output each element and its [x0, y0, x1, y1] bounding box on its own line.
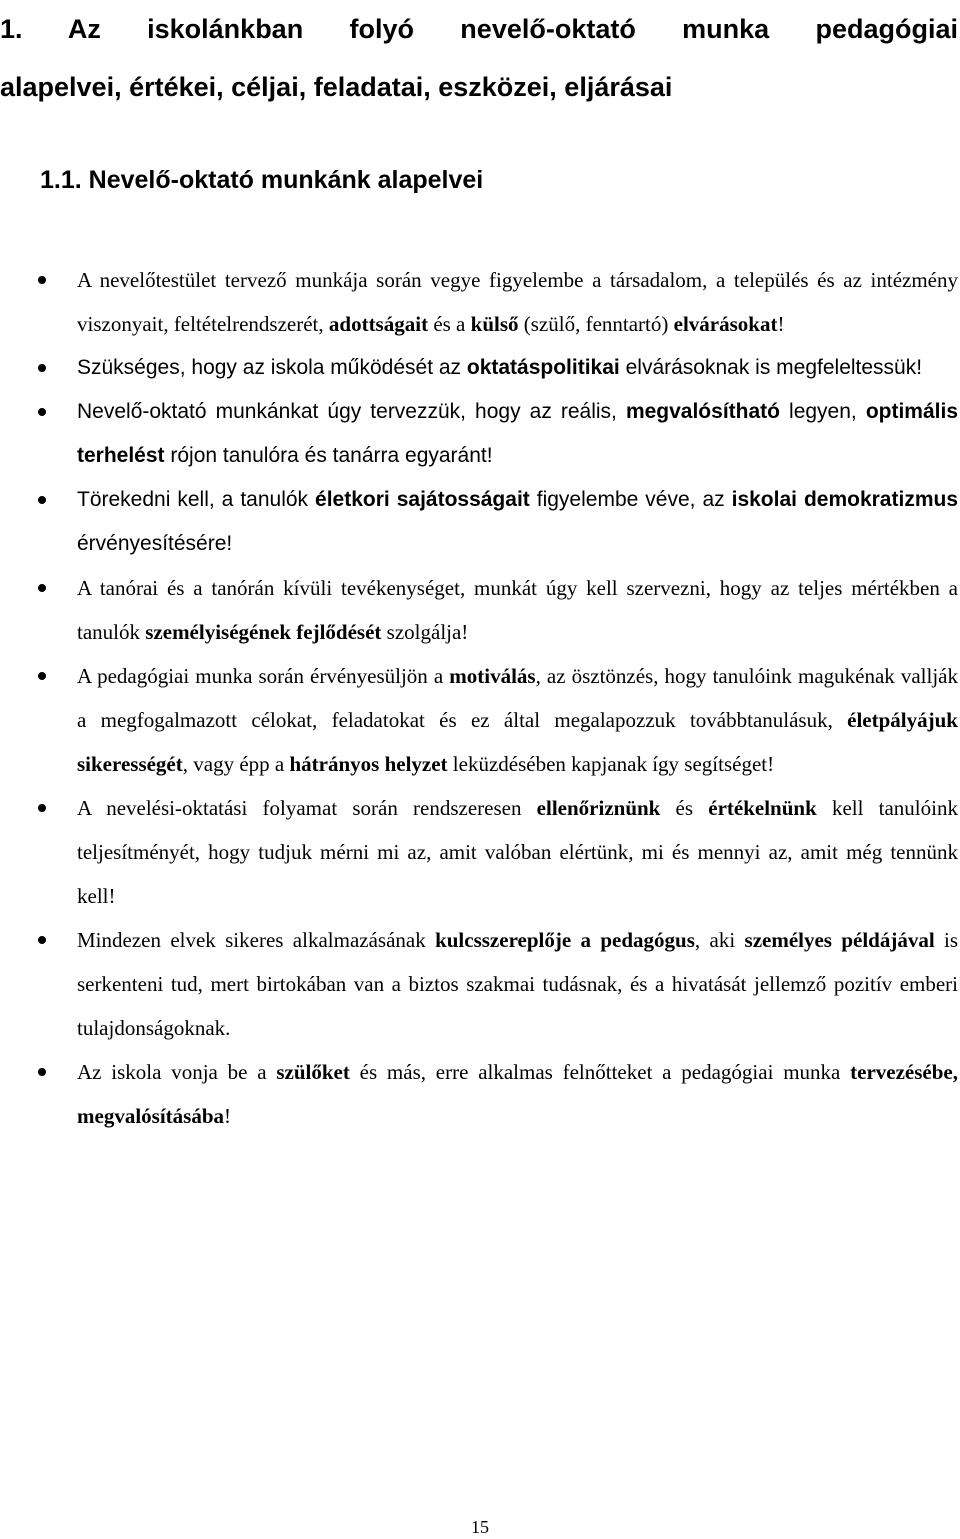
emphasized-text: optimális terhelést: [77, 400, 958, 467]
list-item-text: !: [224, 1104, 231, 1128]
chapter-heading-line-1: 1. Az iskolánkban folyó nevelő-oktató munka pedagógiai: [0, 14, 958, 44]
list-item-text: legyen,: [779, 400, 866, 423]
list-item: [0, 786, 958, 918]
list-item-text: leküzdésében kapjanak így segítséget!: [447, 752, 775, 776]
list-item-text: elvárásoknak is megfeleltessük!: [619, 356, 923, 379]
emphasized-text: tervezésébe, megvalósításába: [77, 1060, 958, 1128]
list-item-text: (szülő, fenntartó): [518, 312, 674, 336]
list-item-text: figyelembe véve, az: [529, 488, 732, 511]
list-item: [0, 478, 958, 566]
emphasized-text: életpályájuk sikerességét: [77, 708, 958, 776]
list-item-text: érvényesítésére!: [77, 532, 233, 555]
emphasized-text: külső: [470, 312, 519, 336]
bullet-icon: [38, 1068, 46, 1076]
list-item-text: Mindezen elvek sikeres alkalmazásának: [77, 928, 436, 952]
list-item-text: kell tanulóink teljesítményét, hogy tudjuk mérni mi az, amit valóban elértünk, mi és mennyi az, amit még tennünk kell!: [77, 796, 958, 908]
list-item-text: A nevelési-oktatási folyamat során rendszeresen: [77, 796, 537, 820]
emphasized-text: ellenőriznünk: [536, 796, 661, 820]
section-heading: 1.1. Nevelő-oktató munkánk alapelvei: [40, 166, 484, 194]
list-item-text: A nevelőtestület tervező munkája során vegye figyelembe a társadalom, a település és az intézmény viszonyait, feltételrendszerét,: [77, 268, 958, 336]
list-item-text: és más, erre alkalmas felnőtteket a pedagógiai munka: [349, 1060, 851, 1084]
list-item-text: szolgálja!: [381, 620, 469, 644]
list-item: [0, 918, 958, 1050]
list-item-text: !: [777, 312, 785, 336]
chapter-heading: [0, 0, 958, 116]
list-item: [0, 258, 958, 346]
list-item-text: Nevelő-oktató munkánkat úgy tervezzük, hogy az reális,: [77, 400, 626, 423]
list-item: [0, 390, 958, 478]
emphasized-text: életkori sajátosságait: [315, 488, 530, 511]
emphasized-text: személyes példájával: [744, 928, 935, 952]
list-item-text: és a: [428, 312, 471, 336]
list-item-text: A tanórai és a tanórán kívüli tevékenységet, munkát úgy kell szervezni, hogy az teljes mértékben a tanulók: [77, 576, 958, 644]
list-item-text: , az ösztönzés, hogy tanulóink magukénak vallják a megfogalmazott célokat, feladatokat és ez által megalapozzuk továbbtanulásuk,: [77, 664, 958, 732]
list-item: [0, 346, 958, 390]
bullet-icon: [38, 804, 46, 812]
emphasized-text: adottságait: [328, 312, 429, 336]
emphasized-text: személyiségének fejlődését: [145, 620, 382, 644]
emphasized-text: oktatáspolitikai: [466, 356, 620, 379]
list-item-text: rójon tanulóra és tanárra egyaránt!: [164, 444, 493, 467]
list-item: [0, 1050, 958, 1138]
bullet-icon: [38, 364, 46, 372]
list-item: [0, 654, 958, 786]
page-number: 15: [471, 1517, 489, 1537]
chapter-heading-line-2: alapelvei, értékei, céljai, feladatai, eszközei, eljárásai: [0, 72, 673, 102]
emphasized-text: megvalósítható: [625, 400, 780, 423]
list-item-text: A pedagógiai munka során érvényesüljön a: [77, 664, 450, 688]
list-item-text: Szükséges, hogy az iskola működését az: [77, 356, 467, 379]
bullet-icon: [38, 936, 46, 944]
emphasized-text: elvárásokat: [673, 312, 778, 336]
list-item-text: is serkenteni tud, mert birtokában van a biztos szakmai tudásnak, és a hivatását jellemző pozitív emberi tulajdonságoknak.: [77, 928, 959, 1040]
bullet-icon: [38, 408, 46, 416]
emphasized-text: iskolai demokratizmus: [731, 488, 958, 511]
emphasized-text: hátrányos helyzet: [289, 752, 448, 776]
emphasized-text: értékelnünk: [708, 796, 817, 820]
bullet-icon: [38, 276, 46, 284]
emphasized-text: szülőket: [276, 1060, 350, 1084]
emphasized-text: motiválás: [449, 664, 536, 688]
list-item-text: és: [660, 796, 709, 820]
bullet-icon: [38, 672, 46, 680]
principles-list: [0, 258, 958, 1138]
list-item-text: Az iskola vonja be a: [77, 1060, 277, 1084]
list-item: [0, 566, 958, 654]
list-item-text: , vagy épp a: [182, 752, 290, 776]
emphasized-text: kulcsszereplője a pedagógus: [435, 928, 695, 952]
list-item-text: , aki: [694, 928, 745, 952]
bullet-icon: [38, 496, 46, 504]
bullet-icon: [38, 584, 46, 592]
list-item-text: Törekedni kell, a tanulók: [77, 488, 316, 511]
